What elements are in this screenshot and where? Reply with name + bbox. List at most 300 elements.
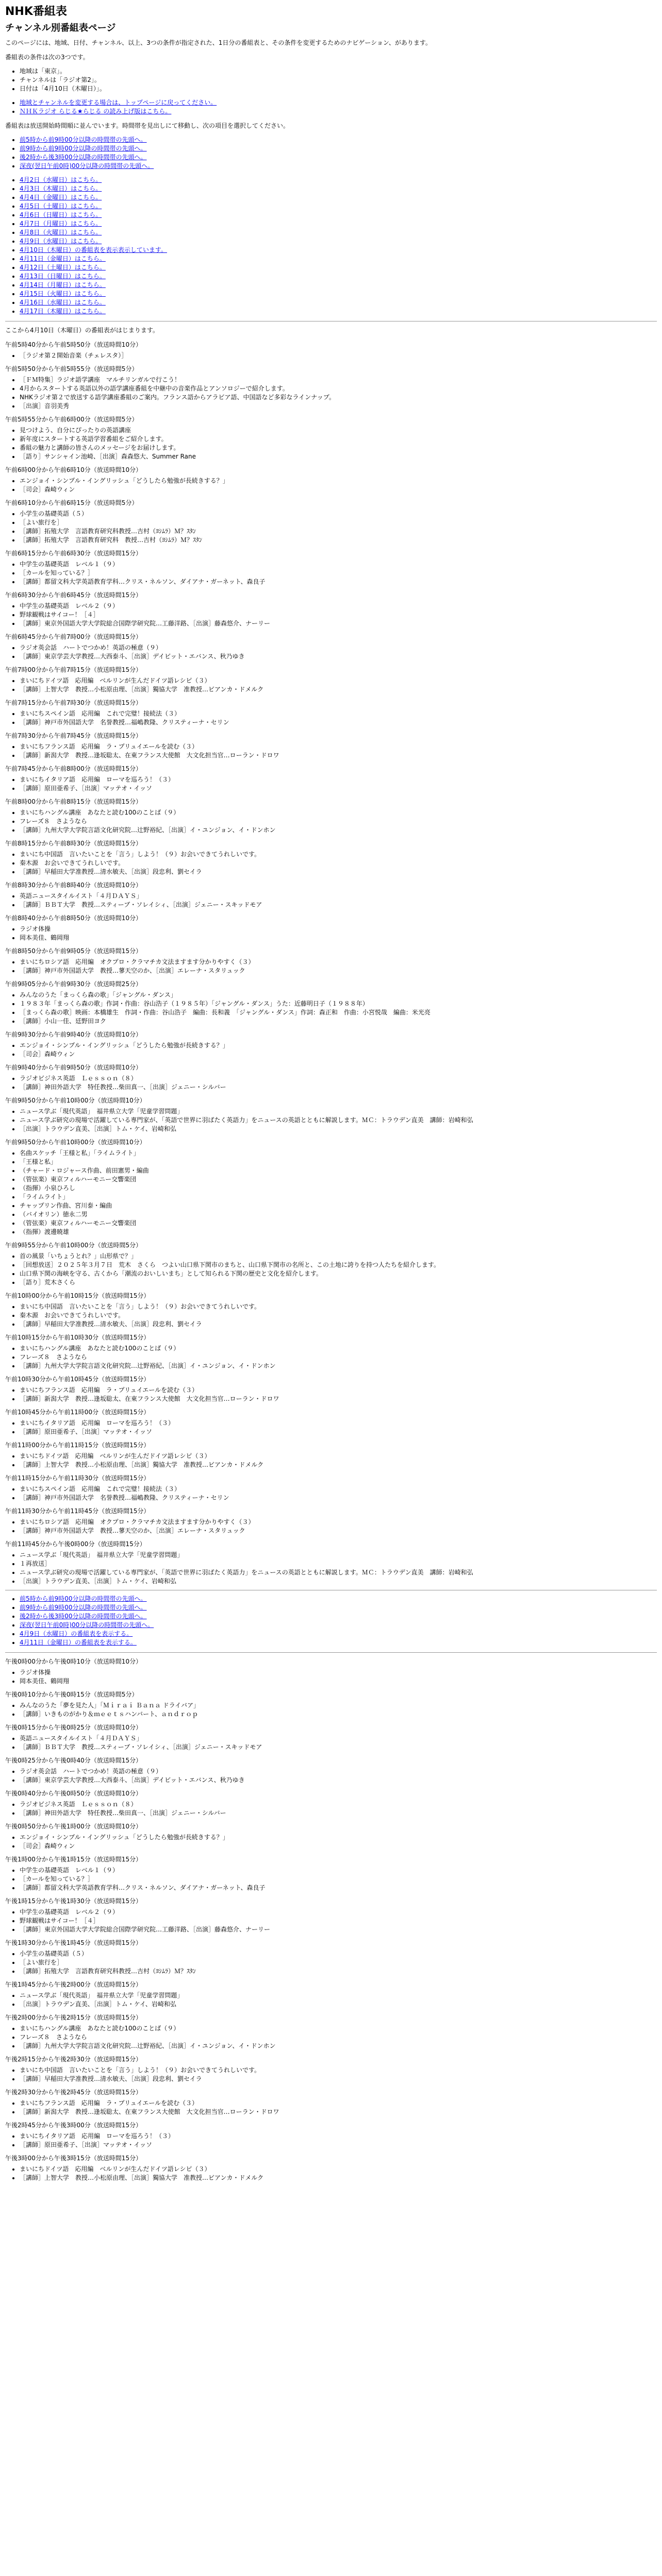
- program-detail: • 秦木源 お会いできてうれしいです。: [20, 1311, 657, 1320]
- program-details: [5, 1386, 657, 1403]
- program-title: • エンジョイ・シンプル・イングリッシュ「どうしたら勉強が長続きする？」: [20, 1041, 657, 1050]
- program-time: 午後2時00分から午後2時15分（放送時間15分）: [5, 2014, 142, 2021]
- program-details: [5, 925, 657, 942]
- program-slot: [5, 549, 657, 586]
- program-details: [5, 1041, 657, 1059]
- program-detail: • フレーズ８ さようなら: [20, 2033, 657, 2042]
- program-title: • ラジオビジネス英語 Ｌｅｓｓｏｎ（８）: [20, 1800, 657, 1809]
- program-details: [5, 1252, 657, 1287]
- time-jump-link[interactable]: 深夜(翌日午前0時)00分以降の時間帯の先頭へ。: [20, 1621, 154, 1629]
- program-slot: [5, 1690, 657, 1719]
- program-details: [5, 1302, 657, 1329]
- program-details: [5, 1734, 657, 1752]
- time-links-bottom: [5, 1595, 657, 1647]
- program-details: [5, 1107, 657, 1133]
- conditions-intro: 番組表の条件は次の3つです。: [5, 54, 89, 61]
- program-detail: • ［講師］いきものがかり＆ｍｅｅｔｓハンバート、ａｎｄｒｏｐ: [20, 1710, 657, 1719]
- program-detail: • ［講師］神戸市外国語大学 名誉教授…福嶋教隆、クリスティーナ・セリン: [20, 718, 657, 727]
- program-detail: • ［講師］神戸市外国語大学 教授…蓼天空のか、［出演］エレーナ・スタリュック: [20, 1527, 657, 1535]
- program-detail: • ［講師］小山一佳、廷野田ヨク: [20, 1017, 657, 1026]
- program-title: • ニュース学ぶ「現代英語」 福井県立大学「児童学習問題」: [20, 1991, 657, 2000]
- program-slot: [5, 1440, 657, 1469]
- program-details: [5, 1767, 657, 1785]
- program-detail: • ［講師］神田外語大学 特任教授…柴田真一、［出演］ジェニー・シルバー: [20, 1809, 657, 1818]
- program-detail: • ［講師］原田亜希子、［出演］マッテオ・イッソ: [20, 2141, 657, 2149]
- program-slot: [5, 1756, 657, 1785]
- program-slot: [5, 2088, 657, 2116]
- program-time: 午前10時45分から午前11時00分（放送時間15分）: [5, 1409, 150, 1416]
- program-time: 午前5時55分から午前6時00分（放送時間5分）: [5, 416, 138, 423]
- program-detail: • ［回想放送］２０２５年３月７日 荒木 さくら つよい山口県下関市のまちと、山口県下関市の名所と、この土地に誇りを持つ人たちを紹介します。: [20, 1261, 657, 1269]
- program-detail: • ［講師］早稲田大学准教授…清水敏夫、［出演］段忠利、劉セイラ: [20, 1320, 657, 1329]
- program-time: 午前7時15分から午前7時30分（放送時間15分）: [5, 699, 142, 706]
- program-slot: [5, 1375, 657, 1403]
- date-link[interactable]: 4月10日（木曜日）の番組表を表示表示しています。: [20, 246, 167, 253]
- program-detail: • フレーズ８ さようなら: [20, 1353, 657, 1362]
- program-detail: • ［まっくら森の歌］映画：本橋雄生 作詞・作曲：谷山浩子 編曲：長和義 「ジャングル・ダンス」作詞：森正和 作曲：小宮悦哉 編曲：米光亮: [20, 1008, 657, 1017]
- program-details: [5, 351, 657, 360]
- program-detail: • ［カールを知っている？］: [20, 569, 657, 578]
- program-title: • 小学生の基礎英語（５）: [20, 510, 657, 518]
- top-nav-links: [5, 98, 657, 116]
- program-slot: [5, 764, 657, 793]
- program-detail: • ［よい旅行を］: [20, 1958, 657, 1967]
- program-title: • 見つけよう、自分にぴったりの英語講座: [20, 426, 657, 435]
- program-time: 午前6時45分から午前7時00分（放送時間15分）: [5, 633, 142, 640]
- program-time: 午前10時15分から午前10時30分（放送時間15分）: [5, 1334, 150, 1341]
- program-detail: • ［出演］トラウデン直美、［出演］トム・ケイ、岩崎和弘: [20, 2000, 657, 2009]
- program-detail: • 「王様と私」: [20, 1158, 657, 1166]
- program-slot: [5, 839, 657, 876]
- program-slot: [5, 1822, 657, 1851]
- program-time: 午前9時50分から午前10時00分（放送時間10分）: [5, 1097, 146, 1104]
- program-detail: • １９８３年「まっくら森の歌」作詞・作曲：谷山浩子（１９８５年）「ジャングル・ダンス」うた：近藤明日子（１９８８年）: [20, 999, 657, 1008]
- program-time: 午後2時45分から午後3時00分（放送時間15分）: [5, 2122, 142, 2129]
- program-detail: • ［講師］神戸市外国語大学 教授…蓼天空のか、［出演］エレーナ・スタリュック: [20, 967, 657, 975]
- program-time: 午前8時50分から午前9時05分（放送時間15分）: [5, 947, 142, 955]
- program-time: 午前8時00分から午前8時15分（放送時間15分）: [5, 798, 142, 805]
- program-time: 午後0時10分から午後0時15分（放送時間5分）: [5, 1691, 138, 1698]
- time-jump-link[interactable]: 前5時から前9時00分以降の時間帯の先頭へ。: [20, 1595, 147, 1602]
- program-detail: • ［講師］新潟大学 教授…逢坂聡太、在東フランス大使館 大文化担当官…ローラン・ドロワ: [20, 751, 657, 760]
- program-details: [5, 850, 657, 876]
- program-title: • ［ラジオ第２開始音楽（チェレスタ）］: [20, 351, 657, 360]
- program-details: [5, 808, 657, 835]
- program-title: • まいにちハングル講座 あなたと読む100のことば（９）: [20, 2024, 657, 2033]
- program-title: • みんなのうた「まっくら森の歌」「ジャングル・ダンス」: [20, 991, 657, 999]
- program-title: • まいにち中国語 言いたいことを「言う」しよう！（９）お会いできてうれしいです。: [20, 850, 657, 859]
- program-detail: • ［講師］東京学芸大学教授…大西泰斗、［出演］デイビット・エバンス、秋乃ゆき: [20, 652, 657, 661]
- program-details: [5, 643, 657, 661]
- program-title: • まいにちスペイン語 応用編 これで完璧！接続法（３）: [20, 1485, 657, 1494]
- program-details: [5, 1074, 657, 1092]
- program-details: [5, 775, 657, 793]
- program-slot: [5, 1855, 657, 1892]
- program-time: 午前7時00分から午前7時15分（放送時間15分）: [5, 666, 142, 673]
- program-detail: • NHKラジオ第２で放送する語学講座番組のご案内。フランス語からアラビア語、中国語など多彩なラインナップ。: [20, 393, 657, 402]
- program-slot: [5, 1980, 657, 2009]
- date-link[interactable]: 4月11日（金曜日）はこちら。: [20, 255, 106, 262]
- time-jump-link[interactable]: 深夜(翌日午前0時)00分以降の時間帯の先頭へ。: [20, 162, 154, 170]
- program-detail: • ［司会］森崎ウィン: [20, 1842, 657, 1851]
- program-detail: • 岡本美佳、鶴岡翔: [20, 934, 657, 942]
- program-slot: [5, 1896, 657, 1934]
- program-details: [5, 2099, 657, 2116]
- program-title: • まいにち中国語 言いたいことを「言う」しよう！（９）お会いできてうれしいです。: [20, 1302, 657, 1311]
- program-title: • 中学生の基礎英語 レベル１（９）: [20, 560, 657, 569]
- time-jump-link[interactable]: 4月11日（金曜日）の番組表を表示する。: [20, 1639, 137, 1646]
- date-link[interactable]: 4月16日（水曜日）はこちら。: [20, 299, 106, 306]
- time-jump-link[interactable]: 後2時から後3時00分以降の時間帯の先頭へ。: [20, 1613, 147, 1620]
- program-time: 午前5時50分から午前5時55分（放送時間5分）: [5, 365, 138, 372]
- program-title: • まいにちフランス語 応用編 ラ・プリュイエールを読む（３）: [20, 1386, 657, 1395]
- program-slot: [5, 1241, 657, 1287]
- program-detail: • チャップリン作曲、宮川泰・編曲: [20, 1201, 657, 1210]
- program-details: [5, 1485, 657, 1502]
- program-detail: • ［講師］上智大学 教授…小松原由理、［出演］獨協大学 准教授…ビアンカ・ドメルク: [20, 2174, 657, 2182]
- time-jump-link[interactable]: 前9時から前9時00分以降の時間帯の先頭へ。: [20, 145, 147, 152]
- condition-channel: • チャンネルは「ラジオ第2」。: [20, 76, 657, 84]
- program-title: • まいにちフランス語 応用編 ラ・プリュイエールを読む（３）: [20, 2099, 657, 2108]
- program-time: 午前11時00分から午前11時15分（放送時間15分）: [5, 1442, 150, 1449]
- program-detail: • ［よい旅行を］: [20, 518, 657, 527]
- program-detail: • （管弦楽）東京フィルハーモニー交響楽団: [20, 1175, 657, 1184]
- program-details: [5, 560, 657, 586]
- program-slot: [5, 2154, 657, 2182]
- program-detail: • ［講師］原田亜希子、［出演］マッテオ・イッソ: [20, 1428, 657, 1436]
- date-link[interactable]: 4月2日（水曜日）はこちら。: [20, 176, 102, 183]
- program-slot: [5, 590, 657, 628]
- program-detail: • ［講師］拓殖大学 言語教育研究科教授…吉村（ﾖｼﾑﾗ）Ｍ？ｽﾀﾝ: [20, 1967, 657, 1976]
- radiru-readout-link[interactable]: ＮＨＫラジオ らじる★らじる の読み上げ版はこちら。: [20, 108, 172, 115]
- program-time: 午前9時40分から午前9時50分（放送時間10分）: [5, 1064, 142, 1071]
- program-detail: • 「ライムライト」: [20, 1193, 657, 1201]
- program-detail: • 新年度にスタートする英語学習番組をご紹介します。: [20, 435, 657, 444]
- program-title: • ラジオビジネス英語 Ｌｅｓｓｏｎ（８）: [20, 1074, 657, 1083]
- program-details: [5, 892, 657, 909]
- program-title: • まいにちフランス語 応用編 ラ・プリュイエールを読む（３）: [20, 742, 657, 751]
- program-time: 午前8時30分から午前8時40分（放送時間10分）: [5, 882, 142, 889]
- date-link[interactable]: 4月7日（月曜日）はこちら。: [20, 220, 102, 227]
- program-title: • まいにちドイツ語 応用編 ベルリンが生んだドイツ語レシピ（３）: [20, 1452, 657, 1461]
- program-detail: • （管弦楽）東京フィルハーモニー交響楽団: [20, 1219, 657, 1228]
- program-slot: [5, 880, 657, 909]
- program-title: • まいにちハングル講座 あなたと読む100のことば（９）: [20, 1344, 657, 1353]
- program-time: 午前9時05分から午前9時30分（放送時間25分）: [5, 980, 142, 988]
- program-title: • 中学生の基礎英語 レベル２（９）: [20, 602, 657, 611]
- program-detail: • ［講師］九州大学大学院言語文化研究院…辻野裕紀、［出演］イ・ユンジョン、イ・ドンホン: [20, 2042, 657, 2050]
- program-title: • みんなのうた「夢を見た人」「Ｍｉｒａｉ Ｂａｎａ ドライバア」: [20, 1701, 657, 1710]
- time-links: [5, 135, 657, 171]
- program-time: 午前6時15分から午前6時30分（放送時間15分）: [5, 550, 142, 557]
- program-detail: • ［講師］東京外国語大学大学院総合国際学研究院…工藤洋路、［出演］藤森悠介、ナーリー: [20, 619, 657, 628]
- program-detail: • （バイオリン）徳永二男: [20, 1210, 657, 1219]
- program-detail: • ［出演］トラウデン直美、［出演］トム・ケイ、岩崎和弘: [20, 1125, 657, 1133]
- program-title: • まいにちロシア語 応用編 オクプロ・クラマチカ文法ますます分かりやすく（３）: [20, 958, 657, 967]
- program-slot: [5, 2013, 657, 2050]
- program-slot: [5, 1723, 657, 1752]
- program-detail: • ［語り］荒木さくら: [20, 1278, 657, 1287]
- program-title: • エンジョイ・シンプル・イングリッシュ「どうしたら勉強が長続きする？」: [20, 477, 657, 485]
- program-title: • 英語ニュースタイルイスト「４月ＤＡＹＳ」: [20, 1734, 657, 1743]
- program-time: 午前10時00分から午前10時15分（放送時間15分）: [5, 1292, 150, 1299]
- page-intro: このページには、地域、日付、チャンネル、以上、3つの条件が指定された、1日分の番組表と、その条件を変更するためのナビゲーション、があります。: [5, 39, 432, 46]
- program-detail: • 番組の魅力と講師の皆さんのメッセージをお届けします。: [20, 444, 657, 452]
- date-link[interactable]: 4月9日（水曜日）はこちら。: [20, 238, 102, 245]
- program-time: 午前11時15分から午前11時30分（放送時間15分）: [5, 1475, 150, 1482]
- program-slot: [5, 632, 657, 661]
- program-time: 午後1時45分から午後2時00分（放送時間15分）: [5, 1981, 142, 1988]
- program-detail: • ［講師］神戸市外国語大学 名誉教授…福嶋教隆、クリスティーナ・セリン: [20, 1494, 657, 1502]
- program-detail: • ［講師］上智大学 教授…小松原由理、［出演］獨協大学 准教授…ビアンカ・ドメルク: [20, 685, 657, 694]
- program-details: [5, 1518, 657, 1535]
- program-details: [5, 2024, 657, 2050]
- program-time: 午前6時10分から午前6時15分（放送時間5分）: [5, 499, 138, 506]
- program-title: • ラジオ体操: [20, 1668, 657, 1677]
- program-time: 午前8時40分から午前8時50分（放送時間10分）: [5, 914, 142, 922]
- conditions-list: [5, 67, 657, 93]
- program-slot: [5, 1789, 657, 1818]
- time-jump-link[interactable]: 前9時から前9時00分以降の時間帯の先頭へ。: [20, 1604, 147, 1611]
- program-slot: [5, 913, 657, 942]
- program-details: [5, 1149, 657, 1236]
- program-time: 午後0時50分から午後1時00分（放送時間10分）: [5, 1823, 142, 1830]
- program-detail: • ［講師］ＢＢＴ大学 教授…スティーブ・ソレイシィ、［出演］ジェニー・スキッドモア: [20, 901, 657, 909]
- program-detail: • ［出演］音羽美秀: [20, 402, 657, 411]
- program-slot: [5, 731, 657, 760]
- program-detail: • （指揮）渡邊暁雄: [20, 1228, 657, 1236]
- back-to-top-link[interactable]: 地域とチャンネルを変更する場合は、トップページに戻ってください。: [20, 99, 217, 106]
- program-details: [5, 477, 657, 494]
- program-detail: • 野球観戦はサイコー！［４］: [20, 611, 657, 619]
- program-title: • ［ＦＭ特集］ラジオ語学講座 マルチリンガルで行こう！: [20, 376, 657, 384]
- program-time: 午後2時15分から午後2時30分（放送時間15分）: [5, 2056, 142, 2063]
- program-slot: [5, 797, 657, 835]
- date-link[interactable]: 4月15日（火曜日）はこちら。: [20, 290, 106, 297]
- program-details: [5, 1800, 657, 1818]
- program-slot: [5, 698, 657, 727]
- program-slot: [5, 2121, 657, 2149]
- program-detail: • （指揮）小泉ひろし: [20, 1184, 657, 1193]
- program-detail: • ［語り］サンシャイン池崎、［出演］森森悠大、Summer Rane: [20, 452, 657, 461]
- program-detail: • ［講師］早稲田大学准教授…清水敏夫、［出演］段忠利、劉セイラ: [20, 2075, 657, 2083]
- program-title: • まいにち中国語 言いたいことを「言う」しよう！（９）お会いできてうれしいです。: [20, 2066, 657, 2075]
- program-slot: [5, 340, 657, 360]
- page-title: チャンネル別番組表ページ: [5, 23, 116, 33]
- program-detail: • 岡本美佳、鶴岡翔: [20, 1677, 657, 1686]
- schedule-pm: [5, 1657, 657, 2182]
- site-title: NHK番組表: [5, 5, 67, 18]
- program-time: 午後0時40分から午後0時50分（放送時間10分）: [5, 1790, 142, 1797]
- program-detail: • ［講師］原田亜希子、［出演］マッテオ・イッソ: [20, 784, 657, 793]
- date-link[interactable]: 4月12日（土曜日）はこちら。: [20, 264, 106, 271]
- program-detail: • フレーズ８ さようなら: [20, 817, 657, 826]
- program-time: 午前9時55分から午前10時00分（放送時間5分）: [5, 1242, 142, 1249]
- program-details: [5, 1344, 657, 1370]
- program-title: • 中学生の基礎英語 レベル１（９）: [20, 1866, 657, 1875]
- date-link[interactable]: 4月17日（木曜日）はこちら。: [20, 308, 106, 315]
- program-slot: [5, 1138, 657, 1236]
- program-title: • 小学生の基礎英語（５）: [20, 1950, 657, 1958]
- condition-date: • 日付は「4月10日（木曜日）」。: [20, 84, 657, 93]
- date-link[interactable]: 4月14日（月曜日）はこちら。: [20, 281, 106, 289]
- program-details: [5, 510, 657, 545]
- program-slot: [5, 2055, 657, 2083]
- program-slot: [5, 465, 657, 494]
- program-time: 午後0時15分から午後0時25分（放送時間10分）: [5, 1724, 142, 1731]
- program-time: 午前5時40分から午前5時50分（放送時間10分）: [5, 341, 142, 348]
- program-slot: [5, 665, 657, 694]
- program-slot: [5, 364, 657, 411]
- program-time: 午後1時00分から午後1時15分（放送時間15分）: [5, 1856, 142, 1863]
- program-detail: • ニュース学ぶ研究の現場で活躍している専門家が、「英語で世界に羽ばたく英語力」をニュースの英語とともに解説します。ＭＣ：トラウデン直美 講師：岩崎和弘: [20, 1568, 657, 1577]
- program-title: • まいにちドイツ語 応用編 ベルリンが生んだドイツ語レシピ（３）: [20, 2165, 657, 2174]
- program-details: [5, 1452, 657, 1469]
- program-title: • 首の風景「いちょうとれ？」山形県で？」: [20, 1252, 657, 1261]
- program-details: [5, 1908, 657, 1934]
- time-jump-link[interactable]: 後2時から後3時00分以降の時間帯の先頭へ。: [20, 154, 147, 161]
- program-title: • エンジョイ・シンプル・イングリッシュ「どうしたら勉強が長続きする？」: [20, 1833, 657, 1842]
- program-details: [5, 1866, 657, 1892]
- program-slot: [5, 415, 657, 461]
- program-details: [5, 1419, 657, 1436]
- program-detail: • ［講師］九州大学大学院言語文化研究院…辻野裕紀、［出演］イ・ユンジョン、イ・ドンホン: [20, 1362, 657, 1370]
- program-detail: • ニュース学ぶ研究の現場で活躍している専門家が、「英語で世界に羽ばたく英語力」をニュースの英語とともに解説します。ＭＣ：トラウデン直美 講師：岩崎和弘: [20, 1116, 657, 1125]
- program-detail: • 秦木源 お会いできてうれしいです。: [20, 859, 657, 868]
- program-time: 午後0時00分から午後0時10分（放送時間10分）: [5, 1658, 142, 1665]
- program-title: • ラジオ英会話 ハートでつかめ！英語の極意（９）: [20, 1767, 657, 1776]
- date-link[interactable]: 4月6日（日曜日）はこちら。: [20, 211, 102, 218]
- program-title: • まいにちスペイン語 応用編 これで完璧！接続法（３）: [20, 709, 657, 718]
- program-title: • 中学生の基礎英語 レベル２（９）: [20, 1908, 657, 1917]
- program-time: 午前7時30分から午前7時45分（放送時間15分）: [5, 732, 142, 739]
- program-time: 午前6時30分から午前6時45分（放送時間15分）: [5, 591, 142, 599]
- condition-region: • 地域は「東京」。: [20, 67, 657, 76]
- program-time: 午後1時15分から午後1時30分（放送時間15分）: [5, 1897, 142, 1905]
- program-details: [5, 709, 657, 727]
- program-title: • ニュース学ぶ「現代英語」 福井県立大学「児童学習問題」: [20, 1107, 657, 1116]
- program-title: • 名曲スケッチ「王様と私」「ライムライト」: [20, 1149, 657, 1158]
- program-slot: [5, 1657, 657, 1686]
- program-slot: [5, 1063, 657, 1092]
- program-details: [5, 676, 657, 694]
- date-links: [5, 176, 657, 316]
- program-slot: [5, 498, 657, 545]
- program-time: 午前9時50分から午前10時00分（放送時間10分）: [5, 1139, 146, 1146]
- program-time: 午後3時00分から午後3時15分（放送時間15分）: [5, 2155, 142, 2162]
- program-title: • まいにちドイツ語 応用編 ベルリンが生んだドイツ語レシピ（３）: [20, 676, 657, 685]
- program-details: [5, 1991, 657, 2009]
- program-time: 午前9時30分から午前9時40分（放送時間10分）: [5, 1031, 142, 1038]
- program-details: [5, 2132, 657, 2149]
- program-details: [5, 958, 657, 975]
- program-slot: [5, 1408, 657, 1436]
- date-link[interactable]: 4月13日（日曜日）はこちら。: [20, 273, 106, 280]
- program-slot: [5, 1030, 657, 1059]
- program-details: [5, 1701, 657, 1719]
- program-time: 午後1時30分から午後1時45分（放送時間15分）: [5, 1939, 142, 1946]
- program-time: 午前7時45分から午前8時00分（放送時間15分）: [5, 765, 142, 772]
- program-detail: • ［講師］拓殖大学 言語教育研究科教授…吉村（ﾖｼﾑﾗ）Ｍ？ｽﾀﾝ: [20, 527, 657, 536]
- date-link[interactable]: 4月3日（木曜日）はこちら。: [20, 185, 102, 192]
- program-detail: • ［出演］トラウデン直美、［出演］トム・ケイ、岩崎和弘: [20, 1577, 657, 1586]
- schedule-am: [5, 340, 657, 1586]
- date-link[interactable]: 4月5日（土曜日）はこちら。: [20, 202, 102, 210]
- program-details: [5, 991, 657, 1026]
- program-details: [5, 742, 657, 760]
- program-details: [5, 602, 657, 628]
- program-time: 午前10時30分から午前10時45分（放送時間15分）: [5, 1376, 150, 1383]
- program-title: • ラジオ英会話 ハートでつかめ！英語の極意（９）: [20, 643, 657, 652]
- program-detail: • ［講師］ＢＢＴ大学 教授…スティーブ・ソレイシィ、［出演］ジェニー・スキッドモア: [20, 1743, 657, 1752]
- program-detail: • ［講師］早稲田大学准教授…清水敏夫、［出演］段忠利、劉セイラ: [20, 868, 657, 876]
- program-slot: [5, 1291, 657, 1329]
- program-detail: • ［講師］東京学芸大学教授…大西泰斗、［出演］デイビット・エバンス、秋乃ゆき: [20, 1776, 657, 1785]
- program-details: [5, 1833, 657, 1851]
- date-link[interactable]: 4月8日（火曜日）はこちら。: [20, 229, 102, 236]
- program-details: [5, 1950, 657, 1976]
- program-title: • まいにちイタリア語 応用編 ローマを巡ろう！（３）: [20, 2132, 657, 2141]
- time-nav-intro: 番組表は放送開始時間順に並んでいます。時間帯を見出しにて移動し、次の項目を選択してください。: [5, 122, 290, 129]
- program-details: [5, 1668, 657, 1686]
- program-details: [5, 376, 657, 411]
- divider: [5, 1652, 657, 1653]
- program-slot: [5, 1938, 657, 1976]
- program-detail: • ［講師］都留文科大学英語教育学科…クリス・ネルソン、ダイアナ・ガーネット、森良子: [20, 1884, 657, 1892]
- program-detail: • ［カールを知っている？］: [20, 1875, 657, 1884]
- program-details: [5, 2066, 657, 2083]
- program-slot: [5, 979, 657, 1026]
- schedule-start: ここから4月10日（木曜日）の番組表がはじまります。: [5, 327, 159, 334]
- date-link[interactable]: 4月4日（金曜日）はこちら。: [20, 194, 102, 201]
- program-detail: • 山口県下関の海峡を守る、古くから「潮流のおいしいまち」として知られる下関の歴史と文化を紹介します。: [20, 1269, 657, 1278]
- program-detail: • ［講師］東京外国語大学大学院総合国際学研究院…工藤洋路、［出演］藤森悠介、ナーリー: [20, 1925, 657, 1934]
- time-jump-link[interactable]: 前5時から前9時00分以降の時間帯の先頭へ。: [20, 136, 147, 143]
- program-detail: • ［講師］九州大学大学院言語文化研究院…辻野裕紀、［出演］イ・ユンジョン、イ・ドンホン: [20, 826, 657, 835]
- program-time: 午前8時15分から午前8時30分（放送時間15分）: [5, 840, 142, 847]
- program-detail: • ［講師］拓殖大学 言語教育研究科 教授…吉村（ﾖｼﾑﾗ）Ｍ？ｽﾀﾝ: [20, 536, 657, 545]
- time-jump-link[interactable]: 4月9日（水曜日）の番組表を表示する。: [20, 1630, 133, 1637]
- program-time: 午前6時00分から午前6時10分（放送時間10分）: [5, 466, 142, 473]
- program-details: [5, 2165, 657, 2182]
- program-details: [5, 426, 657, 461]
- program-slot: [5, 946, 657, 975]
- program-title: • ニュース学ぶ「現代英語」 福井県立大学「児童学習問題」: [20, 1551, 657, 1560]
- program-detail: • ［講師］都留文科大学英語教育学科…クリス・ネルソン、ダイアナ・ガーネット、森良子: [20, 578, 657, 586]
- program-detail: • 4月からスタートする英語以外の語学講座番組を中継中の音楽作品とアンソロジーで紹介します。: [20, 384, 657, 393]
- program-details: [5, 1551, 657, 1586]
- program-slot: [5, 1539, 657, 1586]
- program-detail: • １再放送］: [20, 1560, 657, 1568]
- program-title: • まいにちハングル講座 あなたと読む100のことば（９）: [20, 808, 657, 817]
- program-detail: • 野球観戦はサイコー！［４］: [20, 1917, 657, 1925]
- program-detail: • （チャード・ロジャース作曲、前田憲男・編曲: [20, 1166, 657, 1175]
- program-slot: [5, 1506, 657, 1535]
- program-detail: • ［講師］神田外語大学 特任教授…柴田真一、［出演］ジェニー・シルバー: [20, 1083, 657, 1092]
- program-detail: • ［司会］森崎ウィン: [20, 1050, 657, 1059]
- program-title: • まいにちロシア語 応用編 オクプロ・クラマチカ文法ますます分かりやすく（３）: [20, 1518, 657, 1527]
- program-detail: • ［講師］新潟大学 教授…逢坂聡太、在東フランス大使館 大文化担当官…ローラン・ドロワ: [20, 2108, 657, 2116]
- program-title: • まいにちイタリア語 応用編 ローマを巡ろう！（３）: [20, 1419, 657, 1428]
- program-slot: [5, 1096, 657, 1133]
- program-detail: • ［司会］森崎ウィン: [20, 485, 657, 494]
- program-title: • 英語ニュースタイルイスト「４月ＤＡＹＳ」: [20, 892, 657, 901]
- program-title: • ラジオ体操: [20, 925, 657, 934]
- program-time: 午前11時30分から午前11時45分（放送時間15分）: [5, 1507, 150, 1515]
- program-detail: • ［講師］上智大学 教授…小松原由理、［出演］獨協大学 准教授…ビアンカ・ドメルク: [20, 1461, 657, 1469]
- program-slot: [5, 1333, 657, 1370]
- program-time: 午後2時30分から午後2時45分（放送時間15分）: [5, 2089, 142, 2096]
